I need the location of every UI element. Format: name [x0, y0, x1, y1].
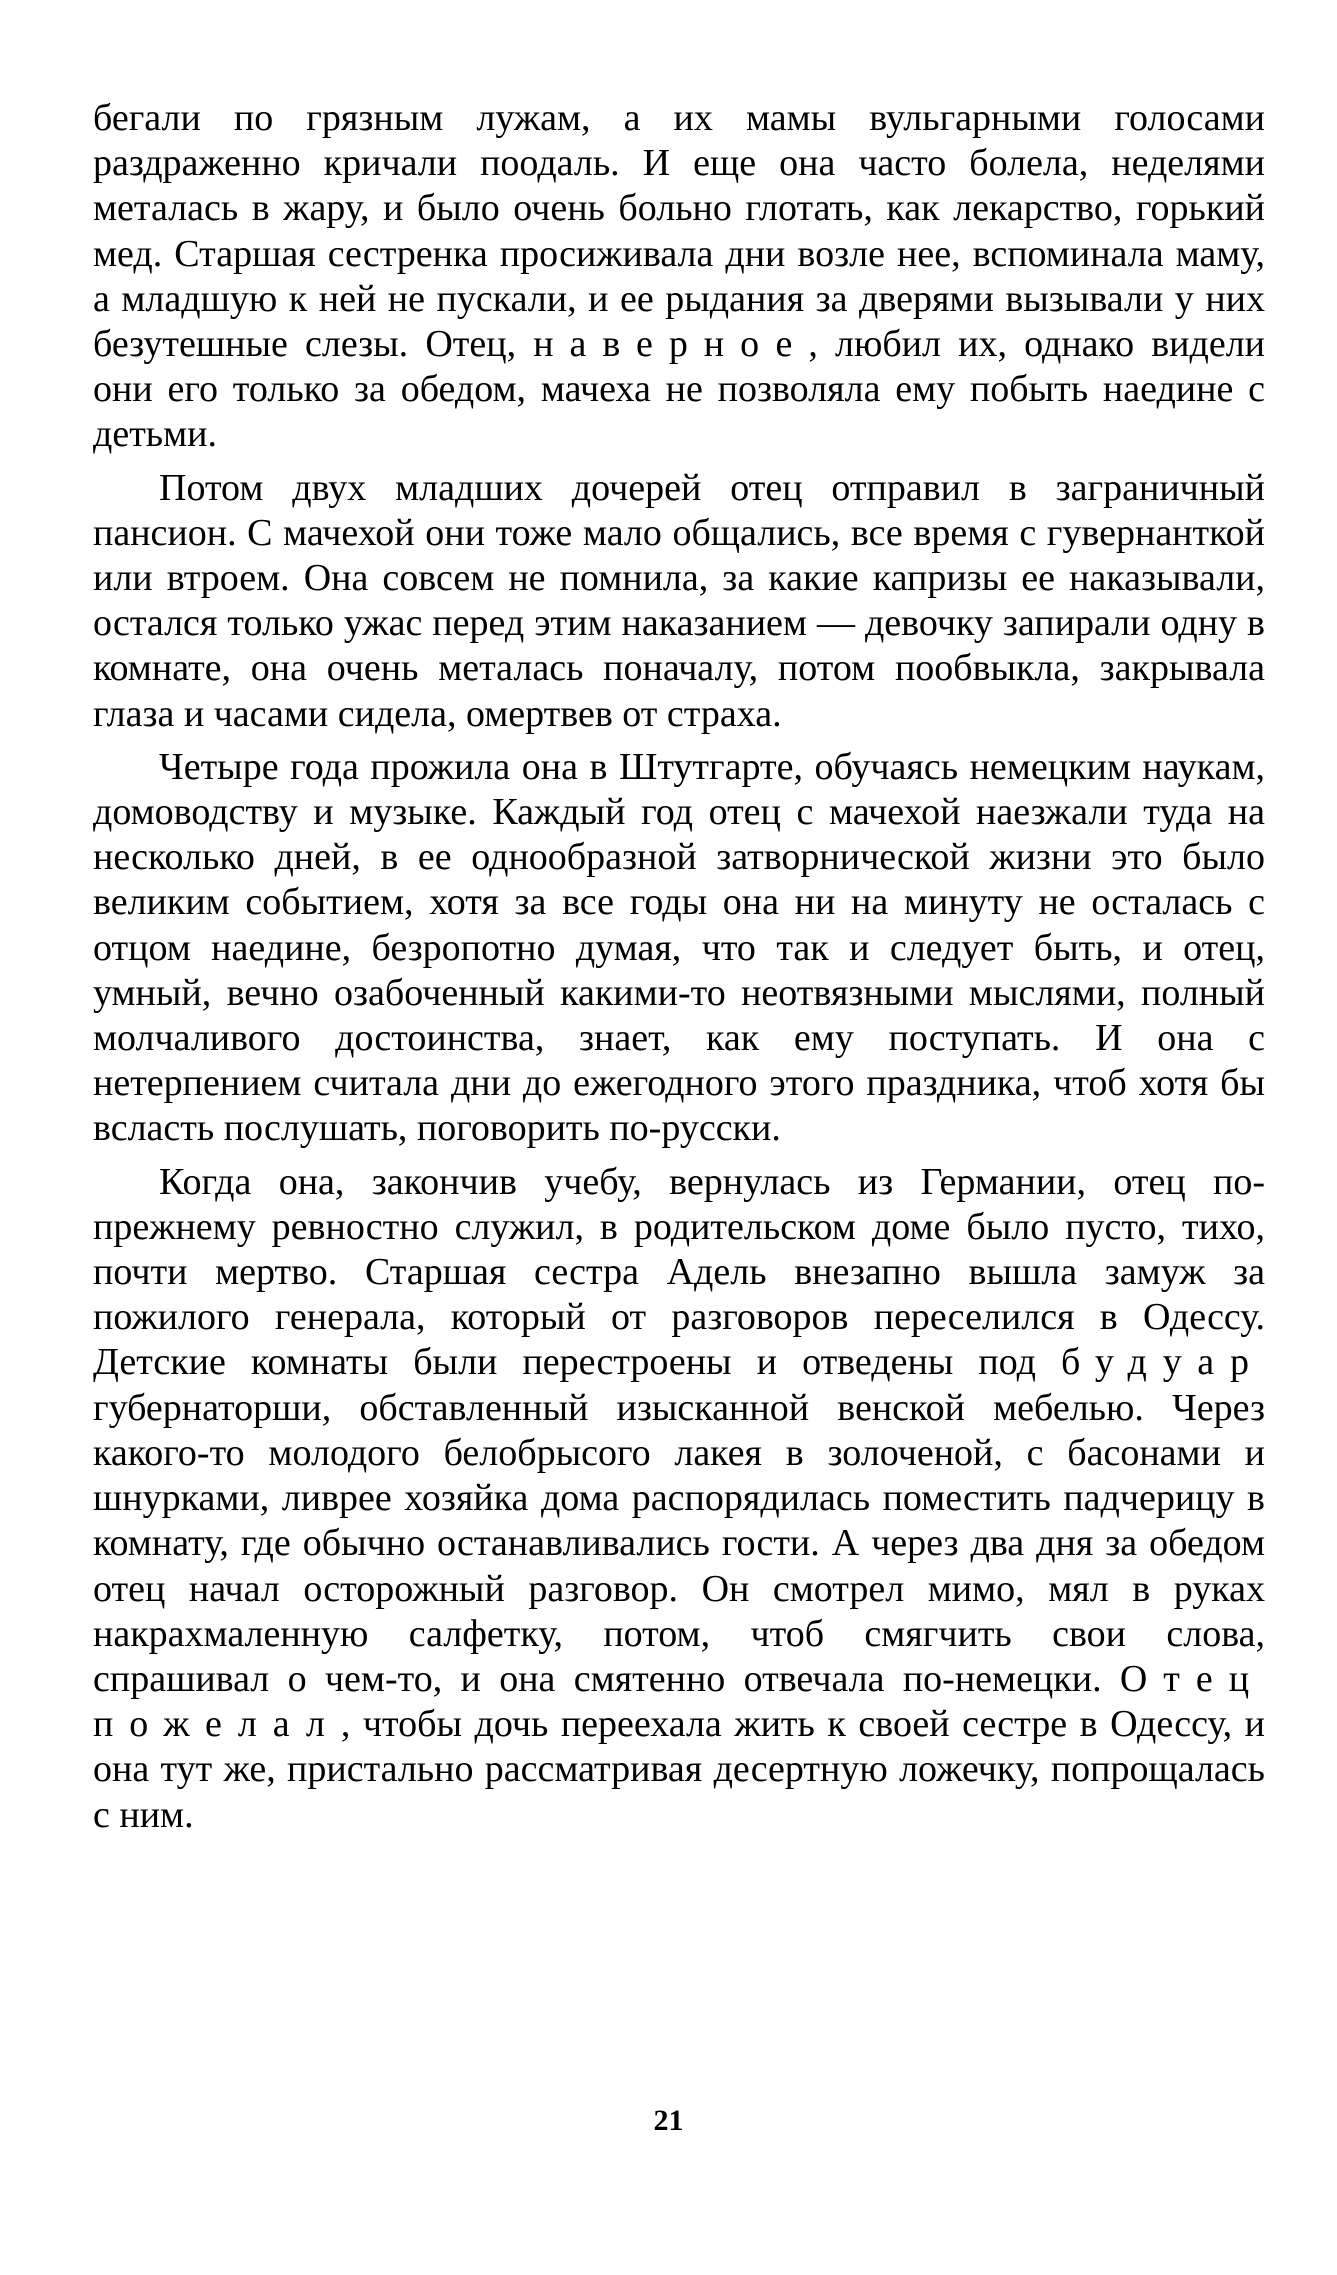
paragraph-4 [93, 1160, 1265, 1838]
paragraph-4-text-c: , чтобы дочь переехала жить к своей сестре в Одессу, и она тут же, пристально рассматривая десертную ложечку, попрощалась с ним. [93, 1703, 1265, 1836]
paragraph-2-text: Потом двух младших дочерей отец отправил в заграничный пансион. С мачехой они тоже мало общались, все время с гувернанткой или втроем. Она совсем не помнила, за какие капризы ее наказывали, остался только ужас перед этим наказанием — девочку запирали одну в комнате, она очень металась поначалу, потом пообвыкла, закрывала глаза и часами сидела, омертвев от страха. [93, 466, 1265, 735]
paragraph-1 [93, 96, 1265, 458]
paragraph-4-spaced-word-1: будуар [1061, 1341, 1265, 1384]
paragraph-4-text-b: губернаторши, обставленный изысканной венской мебелью. Через какого-то молодого белобрысого лакея в золоченой, с басонами и шнурками, ливрее хозяйка дома распорядилась поместить падчерицу в комнату, где обычно останавливались гости. А через два дня за обедом отец начал осторожный разговор. Он смотрел мимо, мял в руках накрахмаленную салфетку, потом, чтоб смягчить свои слова, спрашивал о чем-то, и она смятенно отвечала по-немецки. [93, 1386, 1265, 1700]
paragraph-3 [93, 745, 1265, 1152]
paragraph-3-text: Четыре года прожила она в Штутгарте, обучаясь немецким наукам, домоводству и музыке. Каждый год отец с мачехой наезжали туда на несколько дней, в ее однообразной затворнической жизни это было великим событием, хотя за все годы она ни на минуту не осталась с отцом наедине, безропотно думая, что так и следует быть, и отец, умный, вечно озабоченный какими-то неотвязными мыслями, полный молчаливого достоинства, знает, как ему поступать. И она с нетерпением считала дни до ежегодного этого праздника, чтоб хотя бы всласть послушать, поговорить по-русски. [93, 745, 1265, 1150]
paragraph-1-text-a: бегали по грязным лужам, а их мамы вульгарными голосами раздраженно кричали поодаль. И еще она часто болела, неделями металась в жару, и было очень больно глотать, как лекарство, горький мед. Старшая сестренка просиживала дни возле нее, вспоминала маму, а младшую к ней не пускали, и ее рыдания за дверями вызывали у них безутешные слезы. Отец, [93, 97, 1265, 366]
page-body-text [93, 96, 1265, 1846]
page-number: 21 [653, 2104, 684, 2137]
paragraph-1-text-b: , любил их, однако видели они его только за обедом, мачеха не позволяла ему побыть наедине с детьми. [93, 323, 1265, 456]
paragraph-4-spaced-word-2: Отец пожелал [93, 1657, 1265, 1746]
paragraph-2 [93, 466, 1265, 737]
paragraph-4-text-a: Когда она, закончив учебу, вернулась из Германии, отец по-прежнему ревностно служил, в родительском доме было пусто, тихо, почти мертво. Старшая сестра Адель внезапно вышла замуж за пожилого генерала, который от разговоров переселился в Одессу. Детские комнаты были перестроены и отведены под [93, 1160, 1265, 1384]
paragraph-1-spaced-word: наверное [533, 323, 809, 366]
